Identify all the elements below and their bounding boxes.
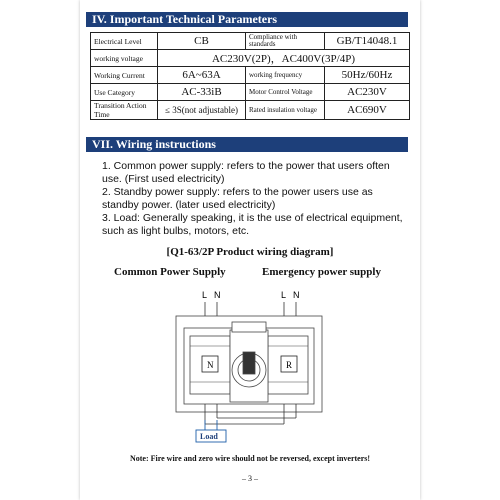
emergency-power-supply-label: Emergency power supply [262,266,381,278]
param-label: Compliance with standards [246,33,325,50]
table-row [91,101,410,120]
terminal-label: N [293,290,300,300]
param-label: Working Current [91,67,158,84]
page-number: – 3 – [242,474,258,483]
param-value: 6A~63A [158,67,246,84]
param-value: CB [158,33,246,50]
wiring-instructions [102,160,408,238]
param-value: GB/T14048.1 [325,33,410,50]
manual-page [80,0,420,500]
param-label: Motor Control Voltage [246,84,325,101]
param-value: AC-33iB [158,84,246,101]
wiring-item: 3. Load: Generally speaking, it is the use of electrical equipment, such as light bulbs, motors, etc. [102,212,403,237]
wiring-diagram [80,280,420,450]
param-value: AC230V(2P)，AC400V(3P/4P) [158,50,410,67]
reserve-indicator-label: R [286,360,293,370]
param-label: Transition Action Time [91,101,158,120]
table-row [91,84,410,101]
diagram-title: [Q1-63/2P Product wiring diagram] [166,246,334,258]
wiring-note: Note: Fire wire and zero wire should not be reversed, except inverters! [129,454,371,463]
wiring-item: 1. Common power supply: refers to the power that users often use. (First used electricity) [102,160,390,185]
section-header-technical-parameters: IV. Important Technical Parameters [86,12,408,27]
transfer-switch-device [176,316,322,412]
wiring-item: 2. Standby power supply: refers to the power users use as standby power. (later used electricity) [102,186,373,211]
table-row [91,50,410,67]
table-row [91,67,410,84]
param-value: AC230V [325,84,410,101]
terminal-label: L [281,290,287,300]
load-label: Load [200,432,218,441]
normal-indicator-label: N [207,360,214,370]
param-label: Rated insulation voltage [246,101,325,120]
param-label: Electrical Level [91,33,158,50]
param-value: 50Hz/60Hz [325,67,410,84]
terminal-label: N [214,290,221,300]
param-label: working voltage [91,50,158,67]
param-value: ≤ 3S(not adjustable) [158,101,246,120]
technical-parameters-table [90,32,410,120]
param-value: AC690V [325,101,410,120]
param-label: working frequency [246,67,325,84]
common-power-supply-label: Common Power Supply [114,266,226,278]
terminal-label: L [202,290,208,300]
param-label: Use Category [91,84,158,101]
table-row [91,33,410,50]
load-wires [205,420,217,430]
section-header-wiring-instructions: VII. Wiring instructions [86,137,408,152]
